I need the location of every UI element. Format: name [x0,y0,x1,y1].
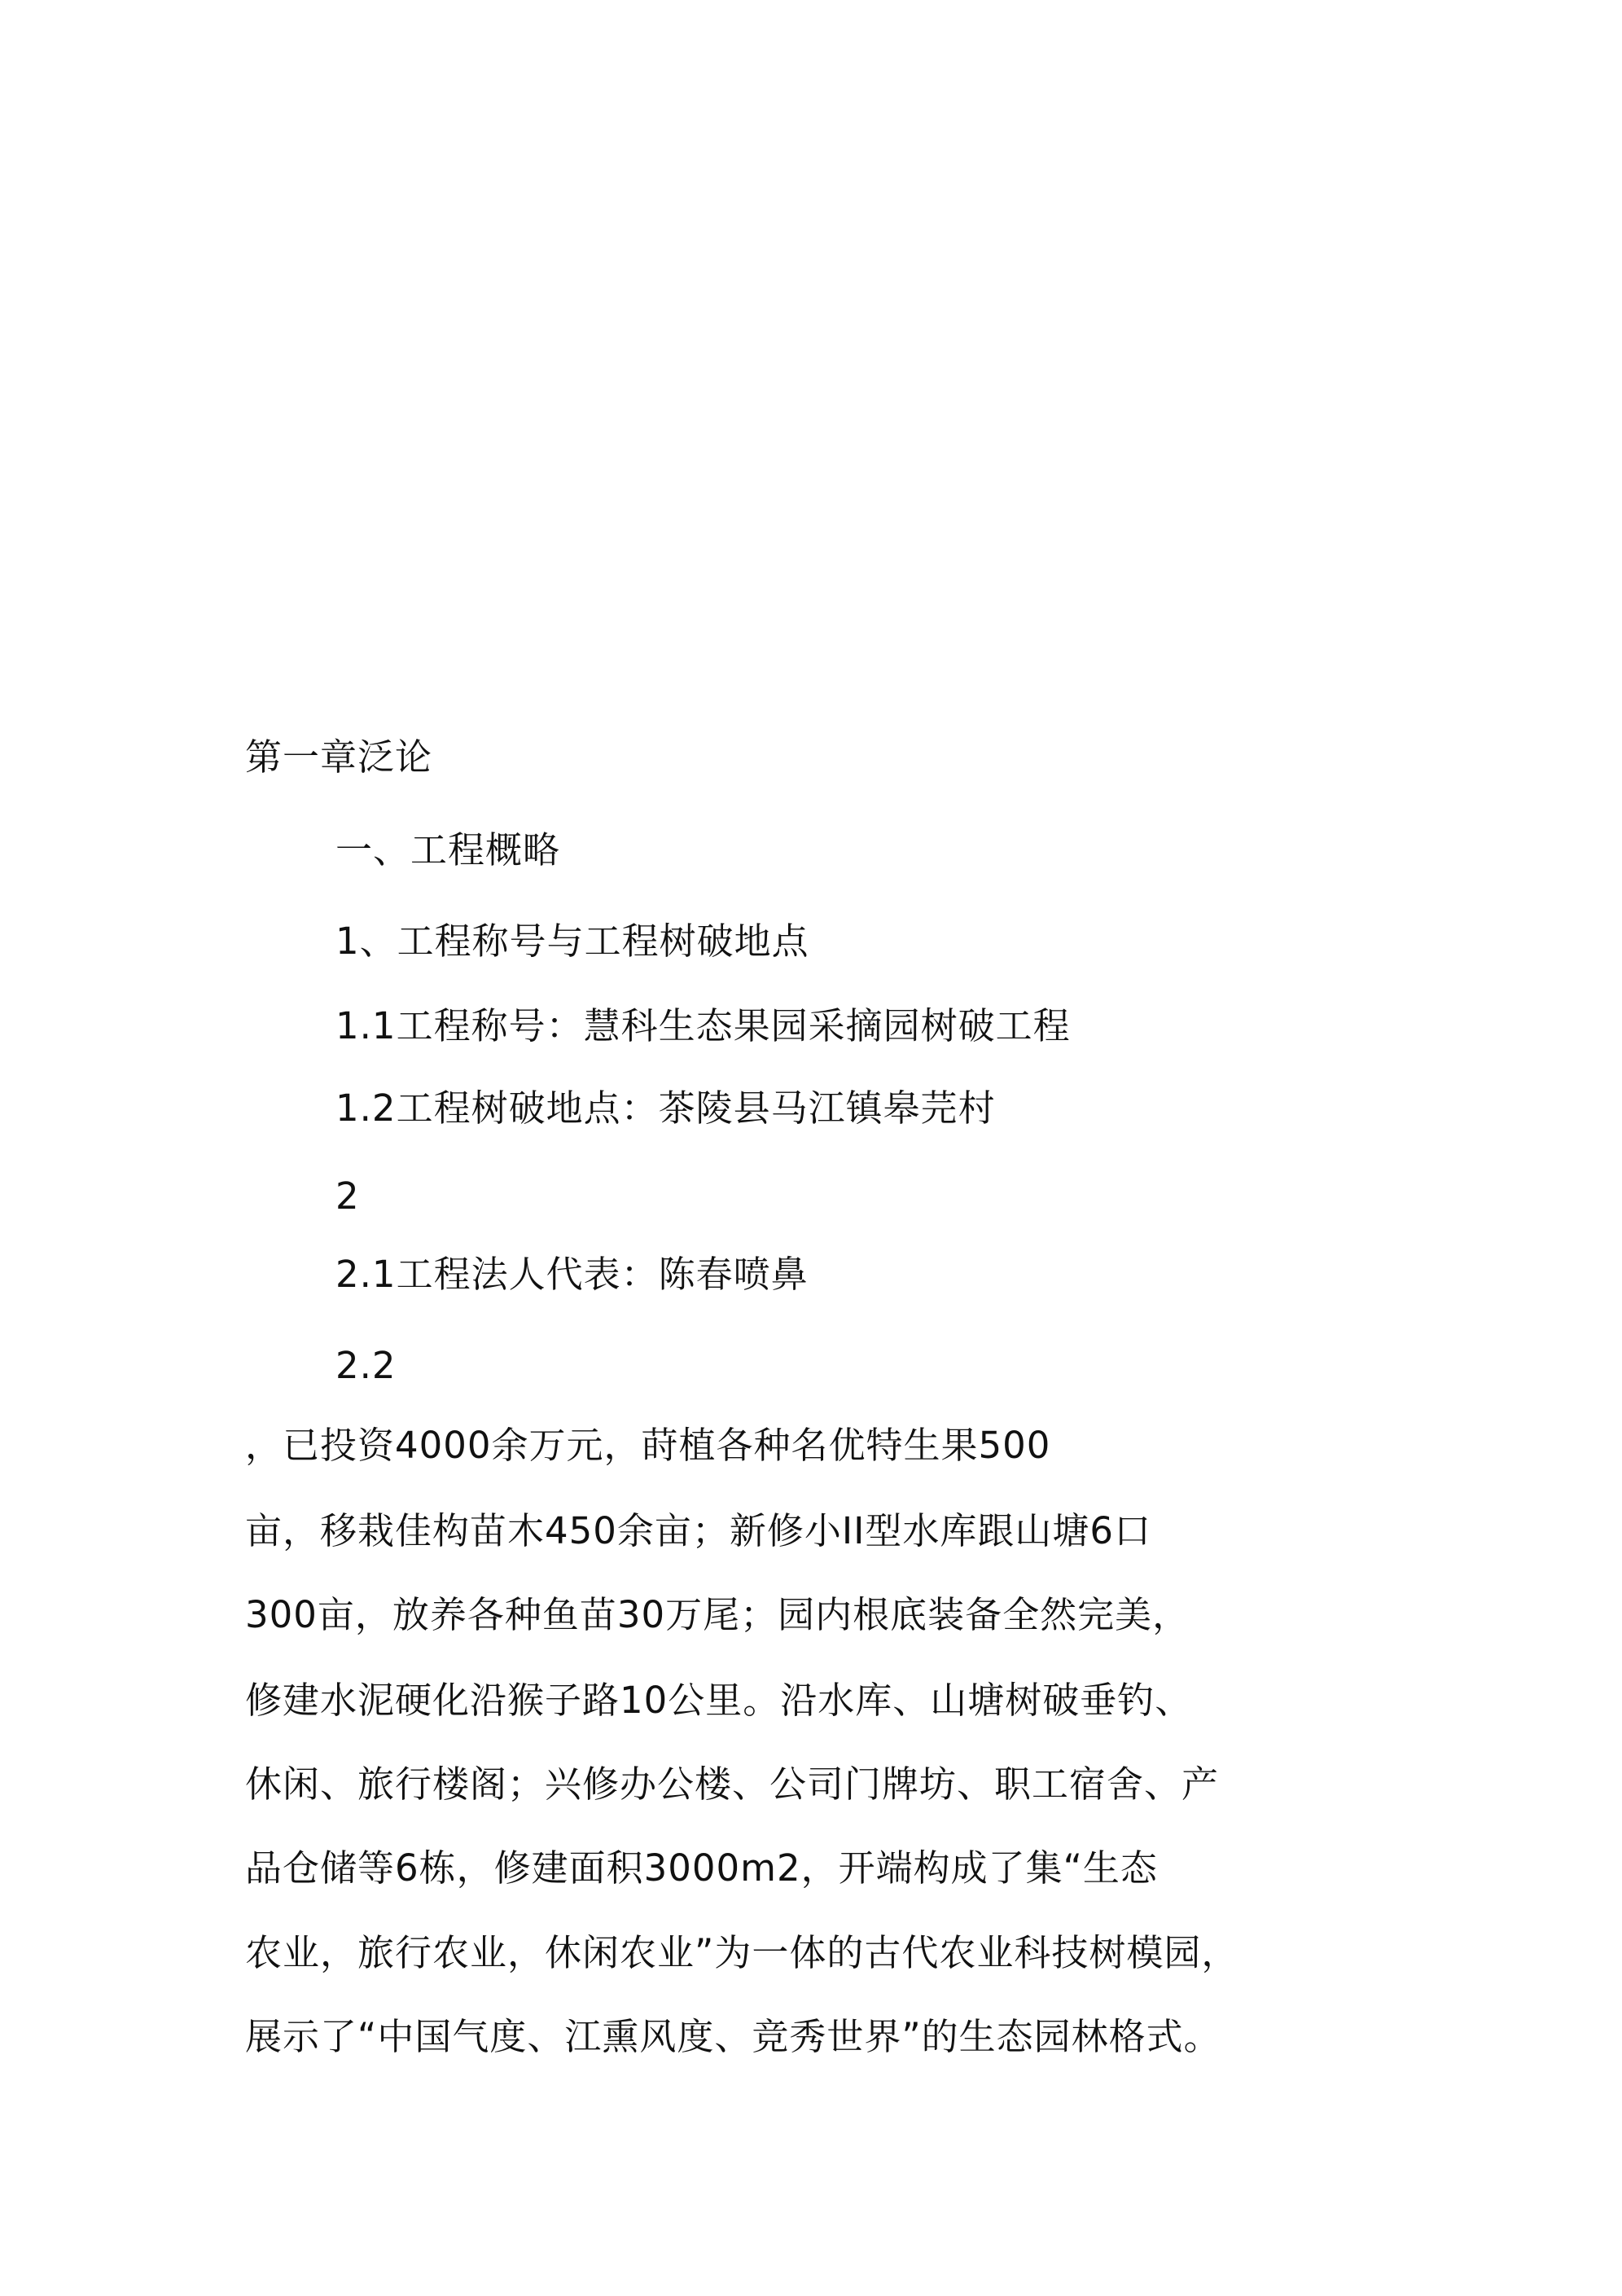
subsection-heading: 1、工程称号与工程树破地点 [335,920,809,963]
item-project-name: 1.1工程称号：慧科生态果园采摘园树破工程 [335,1004,1071,1047]
item-number-2: 2 [335,1174,360,1218]
chapter-title: 第一章泛论 [245,735,433,779]
section-heading: 一、工程概略 [335,828,561,871]
item-legal-representative: 2.1工程法人代表：陈春喷鼻 [335,1253,809,1296]
paragraph-line: 休闲、旅行楼阁；兴修办公楼、公司门牌坊、职工宿舍、产 [245,1763,1220,1806]
paragraph-line: ，已投资4000余万元，莳植各种名优特生果500 [245,1424,1051,1467]
paragraph-line: 300亩，放养各种鱼苗30万尾；园内根底装备全然完美， [245,1593,1190,1636]
paragraph-line: 品仓储等6栋，修建面积3000m2，开端构成了集“生态 [245,1846,1158,1890]
paragraph-line: 展示了“中国气度、江熏风度、竞秀世界”的生态园林格式。 [245,2015,1221,2058]
paragraph-line: 亩，移栽佳构苗木450余亩；新修小II型水库跟山塘6口 [245,1509,1152,1552]
paragraph-line: 农业，旅行农业，休闲农业”为一体的古代农业科技树模园， [245,1931,1239,1974]
item-number-2-2: 2.2 [335,1344,397,1387]
paragraph-line: 修建水泥硬化沿猴子路10公里。沿水库、山塘树破垂钓、 [245,1679,1193,1722]
item-project-location: 1.2工程树破地点：茶陵县马江镇皋芫村 [335,1087,996,1130]
